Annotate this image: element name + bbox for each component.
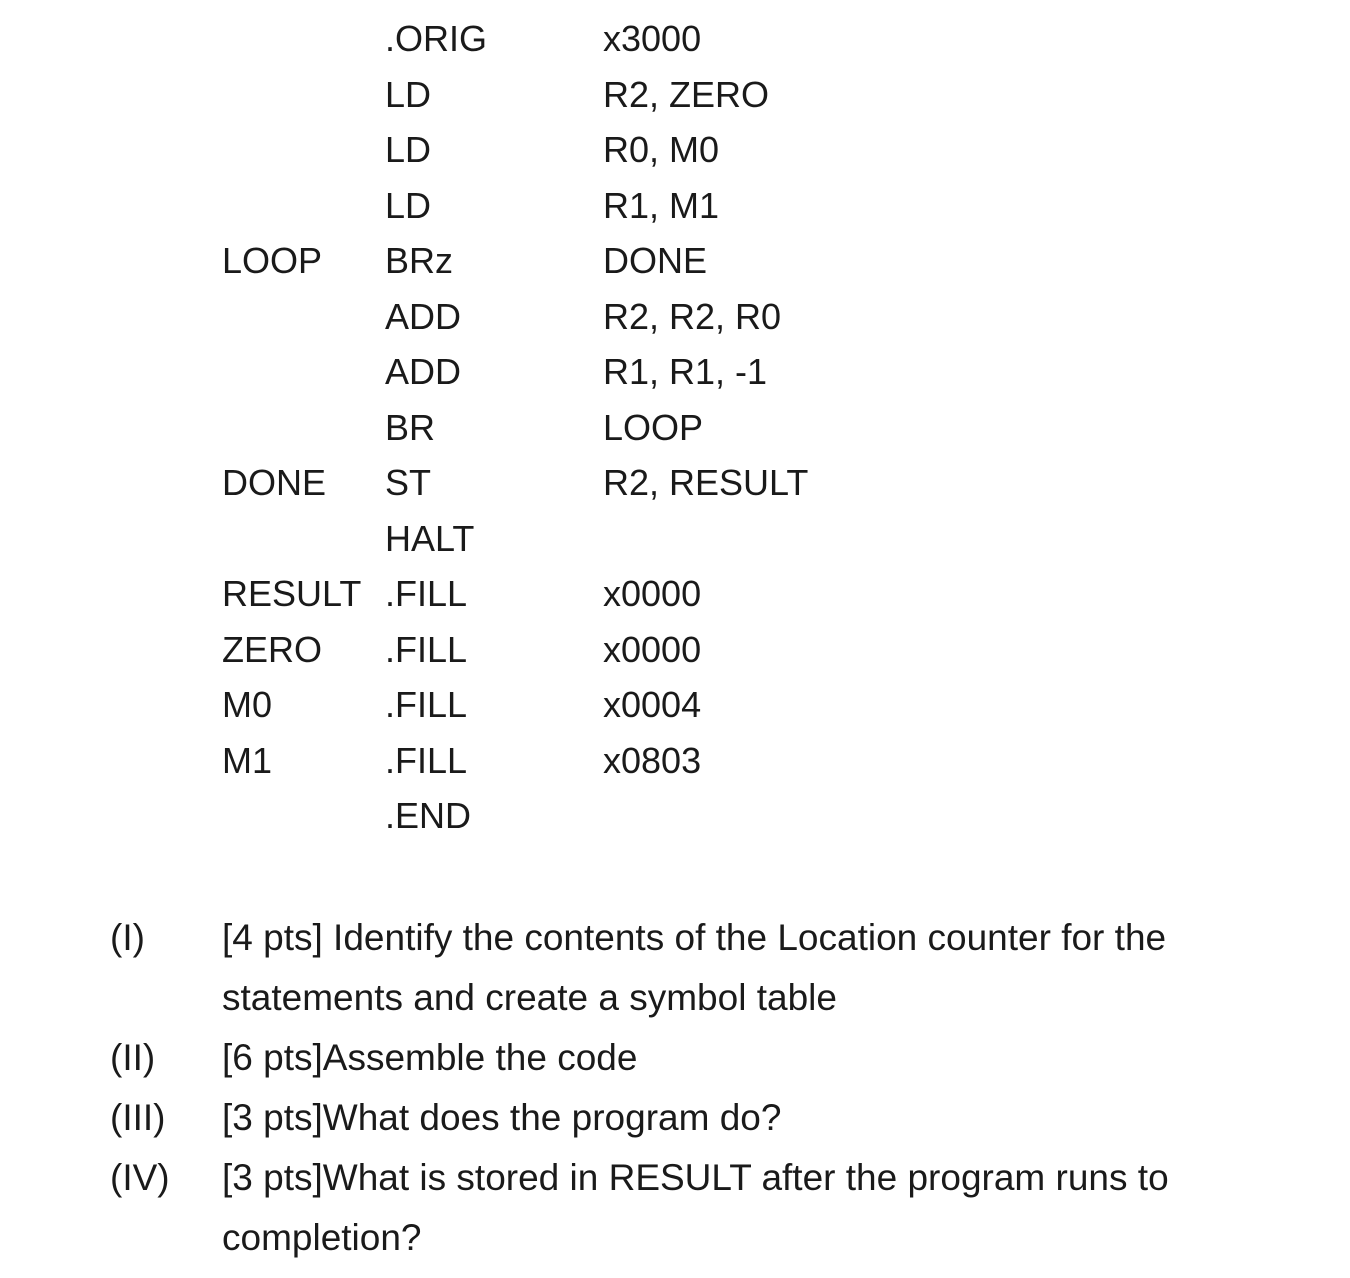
code-operand: R2, RESULT (603, 462, 809, 503)
code-line (222, 569, 922, 625)
code-opcode: LD (385, 129, 432, 170)
question-number: (IV) (110, 1157, 170, 1198)
code-label: DONE (222, 462, 327, 503)
code-operand: x0004 (603, 684, 702, 725)
question-item (110, 1148, 1340, 1268)
question-list (110, 908, 1340, 1268)
code-label: RESULT (222, 573, 362, 614)
code-line (222, 347, 922, 403)
question-text: [3 pts]What does the program do? (222, 1097, 782, 1138)
code-opcode: ADD (385, 295, 462, 337)
code-operand: R2, R2, R0 (603, 295, 782, 337)
code-opcode: ADD (385, 351, 462, 392)
code-opcode: ST (385, 462, 432, 503)
code-label: M0 (222, 684, 273, 725)
code-opcode: BRz (385, 240, 454, 281)
question-number: (II) (110, 1037, 156, 1078)
code-operand: x3000 (603, 18, 702, 59)
code-operand: x0000 (603, 628, 702, 670)
question-item (110, 908, 1340, 1028)
question-text: [6 pts]Assemble the code (222, 1037, 638, 1078)
code-label: M1 (222, 739, 273, 781)
question-item (110, 1028, 1340, 1088)
question-number: (I) (110, 917, 145, 958)
code-line (222, 181, 922, 237)
code-opcode: LD (385, 73, 432, 115)
code-line (222, 514, 922, 570)
code-opcode: HALT (385, 517, 475, 559)
code-line (222, 458, 922, 514)
code-operand: DONE (603, 240, 708, 281)
code-line (222, 736, 922, 792)
code-operand: R1, M1 (603, 184, 720, 226)
question-number: (III) (110, 1097, 166, 1138)
code-operand: R0, M0 (603, 129, 720, 170)
code-line (222, 403, 922, 459)
code-opcode: BR (385, 406, 436, 448)
code-line (222, 292, 922, 348)
code-operand: R1, R1, -1 (603, 351, 768, 392)
code-operand: R2, ZERO (603, 73, 770, 115)
question-text: [4 pts] Identify the contents of the Location counter for the statements and create a symbol table (222, 917, 1167, 1018)
code-line (222, 625, 922, 681)
code-operand: x0803 (603, 739, 702, 781)
code-operand: x0000 (603, 573, 702, 614)
code-opcode: .FILL (385, 628, 468, 670)
code-opcode: .END (385, 795, 472, 836)
code-opcode: .FILL (385, 684, 468, 725)
code-line (222, 14, 922, 70)
code-line (222, 125, 922, 181)
question-text: [3 pts]What is stored in RESULT after the program runs to completion? (222, 1157, 1169, 1258)
code-opcode: .FILL (385, 573, 468, 614)
code-label: LOOP (222, 240, 323, 281)
code-line (222, 236, 922, 292)
code-label: ZERO (222, 628, 323, 670)
code-line (222, 791, 922, 847)
assembly-code-listing (222, 14, 922, 847)
code-opcode: LD (385, 184, 432, 226)
code-line (222, 70, 922, 126)
question-item (110, 1088, 1340, 1148)
code-opcode: .ORIG (385, 18, 488, 59)
code-operand: LOOP (603, 406, 704, 448)
code-opcode: .FILL (385, 739, 468, 781)
code-line (222, 680, 922, 736)
